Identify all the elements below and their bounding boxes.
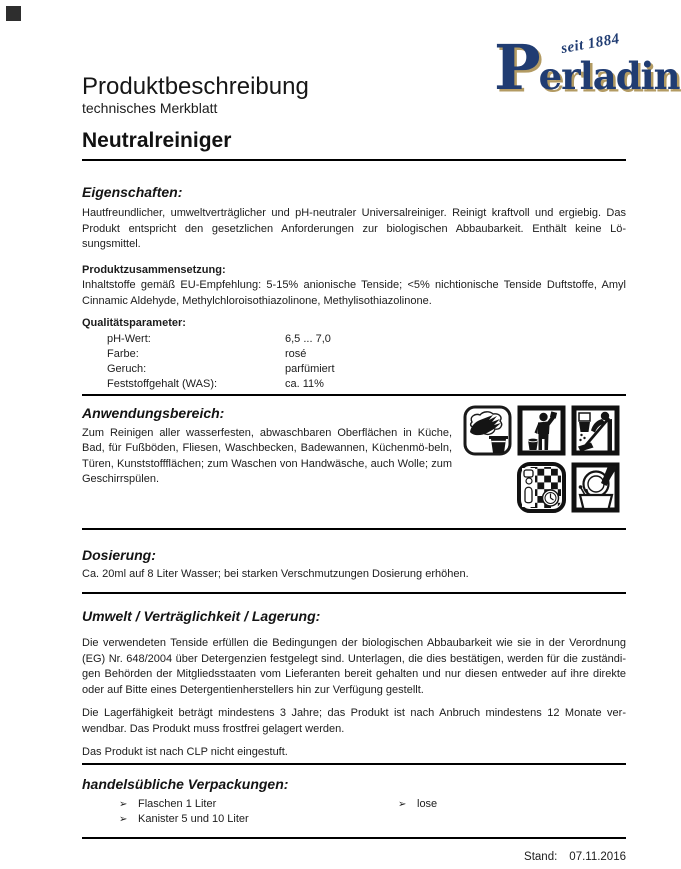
parameter-value: 6,5 ... 7,0	[285, 332, 331, 345]
dishwashing-icon	[571, 462, 620, 513]
bathroom-sanitary-icon	[517, 462, 566, 513]
pictogram-grid-spacer	[463, 462, 512, 513]
arrow-bullet-icon: ➢	[119, 814, 128, 825]
hand-wipe-icon	[463, 405, 512, 456]
packaging-option: lose	[417, 797, 438, 810]
parameter-label: Farbe:	[107, 347, 139, 360]
list-item	[398, 797, 437, 813]
revision-status	[82, 850, 626, 865]
section-heading-eigenschaften: Eigenschaften:	[82, 184, 183, 200]
logo-initial: P	[494, 31, 539, 104]
revision-date: 07.11.2016	[569, 850, 626, 863]
dosierung-text: Ca. 20ml auf 8 Liter Wasser; bei starken Verschmutzungen Dosierung erhöhen.	[82, 567, 469, 580]
divider	[82, 159, 626, 161]
section-heading-anwendungsbereich: Anwendungsbereich:	[82, 404, 225, 421]
logo-tagline: seit 1884	[559, 31, 621, 58]
parameter-label: Geruch:	[107, 362, 147, 375]
revision-label: Stand:	[524, 850, 558, 863]
divider	[82, 394, 626, 396]
parameter-label: pH-Wert:	[107, 332, 151, 345]
packaging-option: Kanister 5 und 10 Liter	[138, 813, 249, 825]
floor-mopping-icon	[571, 405, 620, 456]
umwelt-paragraph-3: Das Produkt ist nach CLP nicht eingestuft.	[82, 746, 288, 758]
zusammensetzung-text: Inhaltstoffe gemäß EU-Empfehlung: 5-15% anionische Tenside; <5% nichtionische Tenside Duftstoffe, Amyl Cinnamic Aldehyde, Methylchloroisothiazolinone, Methylisothiazolinone.	[82, 279, 626, 307]
arrow-bullet-icon: ➢	[119, 798, 128, 810]
section-heading-dosierung: Dosierung:	[82, 546, 156, 563]
eigenschaften-text: Hautfreundlicher, umweltverträglicher und pH-neutraler Universalreiniger. Reinigt kraftvoll und ergiebig. Das Produkt entspricht den gesetzlichen Anforderungen zur biologischen Abbaubarkeit. Enthält keine Lö-sungsmittel.	[82, 207, 626, 250]
list-item	[119, 812, 398, 828]
parameter-label: Feststoffgehalt (WAS):	[107, 377, 218, 390]
packaging-list-right	[398, 797, 437, 828]
parameter-value: ca. 11%	[285, 377, 324, 390]
umwelt-paragraph-1: Die verwendeten Tenside erfüllen die Bedingungen der biologischen Abbaubarkeit wie sie in der Verordnung (EG) Nr. 648/2004 über Detergenzien festgelegt sind. Unterlagen, die dies bestätigen, werden für die zuständi-gen Behörden der Mitgliedsstaaten vom Lieferanten bereit gehalten und nur diesen entweder auf ihre direkte oder auf Bitte eines Detergentienherstellers hin zur Verfügung gestellt.	[82, 637, 626, 696]
packaging-list-left	[119, 797, 398, 828]
subheading-qualitaetsparameter: Qualitätsparameter:	[82, 317, 186, 329]
product-name: Neutralreiniger	[82, 129, 232, 152]
subheading-produktzusammensetzung: Produktzusammensetzung:	[82, 263, 226, 276]
divider	[82, 528, 626, 530]
scan-corner-mark	[6, 6, 21, 21]
table-row	[82, 377, 626, 392]
parameter-value: rosé	[285, 347, 307, 360]
parameter-value: parfümiert	[285, 362, 335, 375]
table-row	[82, 362, 626, 377]
page-title: Produktbeschreibung	[82, 73, 309, 100]
anwendungsbereich-text: Zum Reinigen aller wasserfesten, abwaschbaren Oberflächen in Küche, Bad, für Fußböden, Fliesen, Waschbecken, Badewannen, Küchenmö-beln, Türen, Kunststoffflächen; zum Waschen von Handwäsche, auch Wolle; zum Geschirrspülen.	[82, 426, 452, 485]
divider	[82, 837, 626, 839]
arrow-bullet-icon: ➢	[398, 798, 407, 810]
usage-pictogram-grid	[463, 405, 620, 513]
section-anwendungsbereich	[82, 405, 626, 513]
packaging-lists	[82, 797, 626, 828]
divider	[82, 763, 626, 765]
page-subtitle: technisches Merkblatt	[82, 100, 218, 116]
section-heading-umwelt: Umwelt / Verträglichkeit / Lagerung:	[82, 608, 321, 624]
section-heading-verpackungen: handelsübliche Verpackungen:	[82, 775, 289, 792]
logo-rest: erladin	[538, 54, 680, 98]
list-item	[119, 797, 398, 813]
person-cleaning-icon	[517, 405, 566, 456]
table-row	[82, 332, 626, 347]
table-row	[82, 347, 626, 362]
packaging-option: Flaschen 1 Liter	[138, 797, 217, 810]
umwelt-paragraph-2: Die Lagerfähigkeit beträgt mindestens 3 Jahre; das Produkt ist nach Anbruch mindestens 12 Monate ver-wendbar. Das Produkt muss frostfrei gelagert werden.	[82, 707, 626, 735]
divider	[82, 592, 626, 594]
quality-parameter-table	[82, 332, 626, 392]
